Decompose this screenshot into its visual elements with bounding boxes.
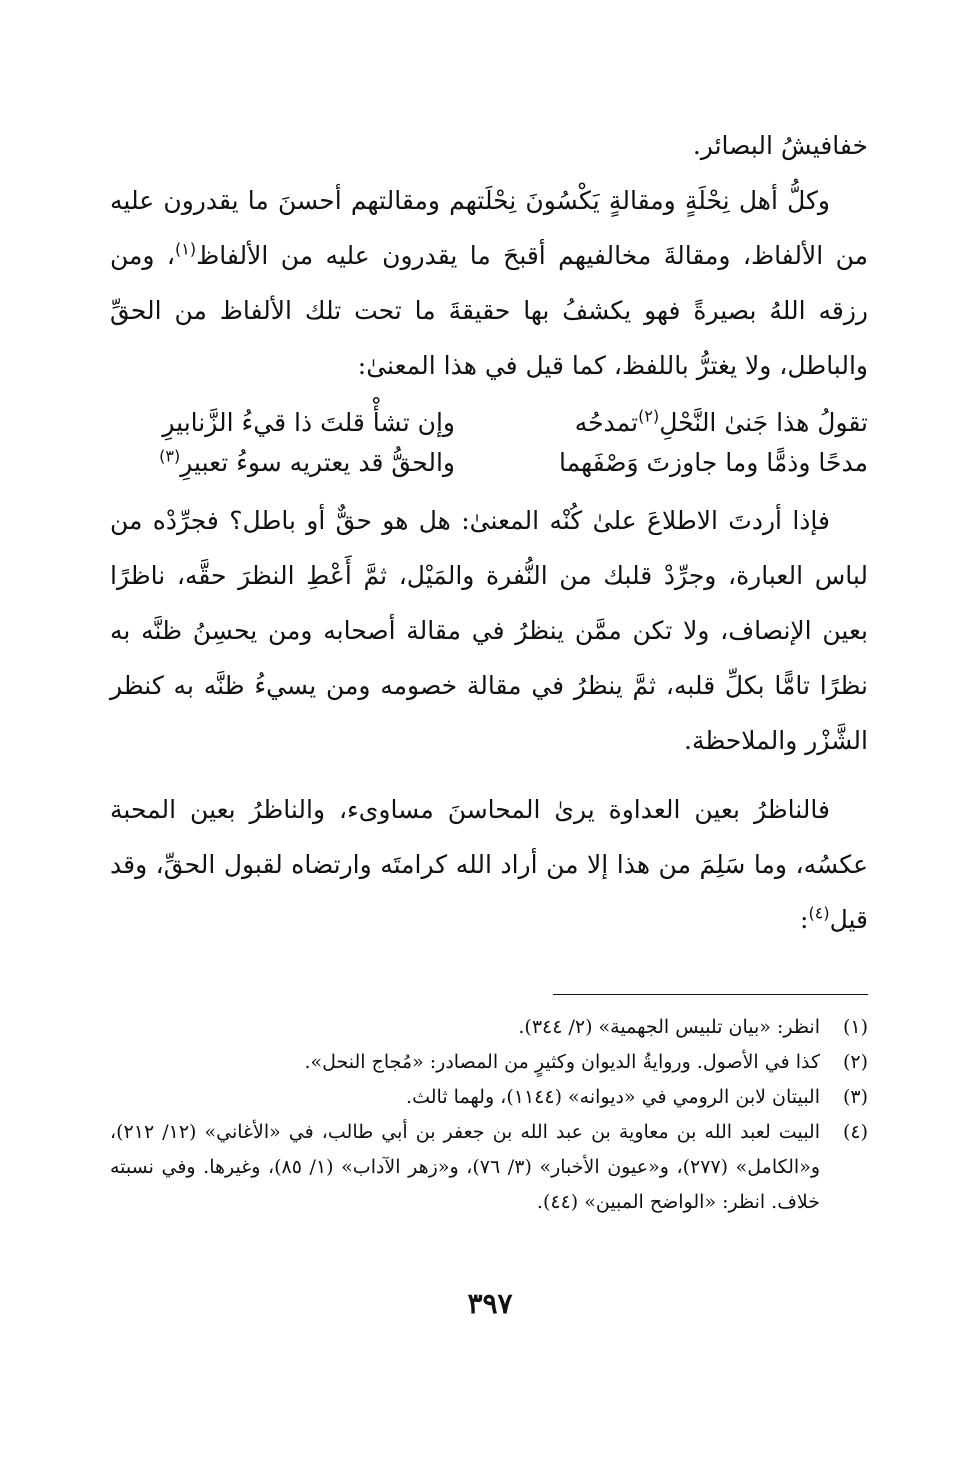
- footnote-4-number: (٤): [842, 1121, 868, 1143]
- poem-verse: [110, 403, 868, 483]
- paragraph-3: [110, 782, 868, 947]
- footnote-1-number: (١): [842, 1016, 868, 1038]
- footnote-1-text: انظر: «بيان تلبيس الجهمية» (٢/ ٣٤٤).: [518, 1016, 820, 1038]
- footnote-4: [110, 1115, 868, 1220]
- paragraph-1: [110, 173, 868, 393]
- verse-line-2: [110, 443, 868, 483]
- verse-1-first-b: تمدحُه: [574, 408, 639, 437]
- footnote-1: [110, 1010, 868, 1045]
- paragraph-3-text: فالناظرُ بعين العداوة يرىٰ المحاسنَ مساوىء، والناظرُ بعين المحبة عكسُه، وما سَلِمَ من هذا إلا من أراد الله كرامتَه وارتضاه لقبول الحقِّ، وقد قيل: [110, 795, 868, 934]
- footnote-2: [110, 1045, 868, 1080]
- footnote-separator: [553, 994, 868, 995]
- footnote-ref-3: (٣): [159, 446, 181, 466]
- verse-2-second-text: والحقُّ قد يعتريه سوءُ تعبيرِ: [180, 448, 455, 477]
- footnote-ref-4: (٤): [808, 903, 830, 923]
- footnote-2-text: كذا في الأصول. وروايةُ الديوان وكثيرٍ من المصادر: «مُجاج النحل».: [304, 1051, 820, 1073]
- paragraph-1-continued: ، ومن رزقه اللهُ بصيرةً فهو يكشفُ بها حقيقةَ ما تحت تلك الألفاظ من الحقِّ والباطل، ولا يغترُّ باللفظ، كما قيل في هذا المعنىٰ:: [110, 241, 868, 380]
- footnote-2-number: (٢): [842, 1051, 868, 1073]
- page-number: ٣٩٧: [467, 1287, 513, 1320]
- opening-line: خفافيشُ البصائر.: [692, 131, 868, 160]
- verse-1-first-hemistich: [498, 403, 868, 443]
- verse-1-second-hemistich: وإن تشأْ قلتَ ذا قيءُ الزَّنابيرِ: [162, 408, 455, 437]
- footnote-3-number: (٣): [842, 1086, 868, 1108]
- paragraph-2: فإذا أردتَ الاطلاعَ علىٰ كُنْه المعنىٰ: هل هو حقٌّ أو باطل؟ فجرِّدْه من لباس العبارة، وجرِّدْ قلبك من النُّفرة والمَيْل، ثمَّ أَعْطِ النظرَ حقَّه، ناظرًا بعين الإنصاف، ولا تكن ممَّن ينظرُ في مقالة أصحابه ومن يحسِنُ ظنَّه به نظرًا تامًّا بكلِّ قلبه، ثمَّ ينظرُ في مقالة خصومه ومن يسيءُ ظنَّه به كنظر الشَّزْر والملاحظة.: [110, 506, 868, 755]
- verse-2-second-hemistich: [110, 443, 455, 483]
- footnote-3: [110, 1080, 868, 1115]
- paragraph-1-text: وكلُّ أهل نِحْلَةٍ ومقالةٍ يَكْسُونَ نِحْلَتهم ومقالتهم أحسنَ ما يقدرون عليه من الألفاظ، ومقالةَ مخالفيهم أقبحَ ما يقدرون عليه من الألفاظ: [110, 186, 868, 270]
- footnotes: [110, 1010, 868, 1220]
- paragraph-3-end: :: [800, 905, 809, 934]
- verse-1-first-a: تقولُ هذا جَنىٰ النَّحْلِ: [659, 408, 868, 437]
- verse-2-first-hemistich: مدحًا وذمًّا وما جاوزتَ وَصْفَهما: [559, 448, 868, 477]
- main-text: [110, 118, 868, 947]
- footnote-4-text: البيت لعبد الله بن معاوية بن عبد الله بن جعفر بن أبي طالب، في «الأغاني» (١٢/ ٢١٢)، و«الكامل» (٢٧٧)، و«عيون الأخبار» (٣/ ٧٦)، و«زهر الآداب» (١/ ٨٥)، وغيرها. وفي نسبته خلاف. انظر: «الواضح المبين» (٤٤).: [110, 1121, 821, 1213]
- verse-line-1: [110, 403, 868, 443]
- footnote-3-text: البيتان لابن الرومي في «ديوانه» (١١٤٤)، ولهما ثالث.: [406, 1086, 820, 1108]
- footnote-ref-1: (١): [174, 239, 197, 259]
- footnote-ref-2: (٢): [638, 406, 660, 426]
